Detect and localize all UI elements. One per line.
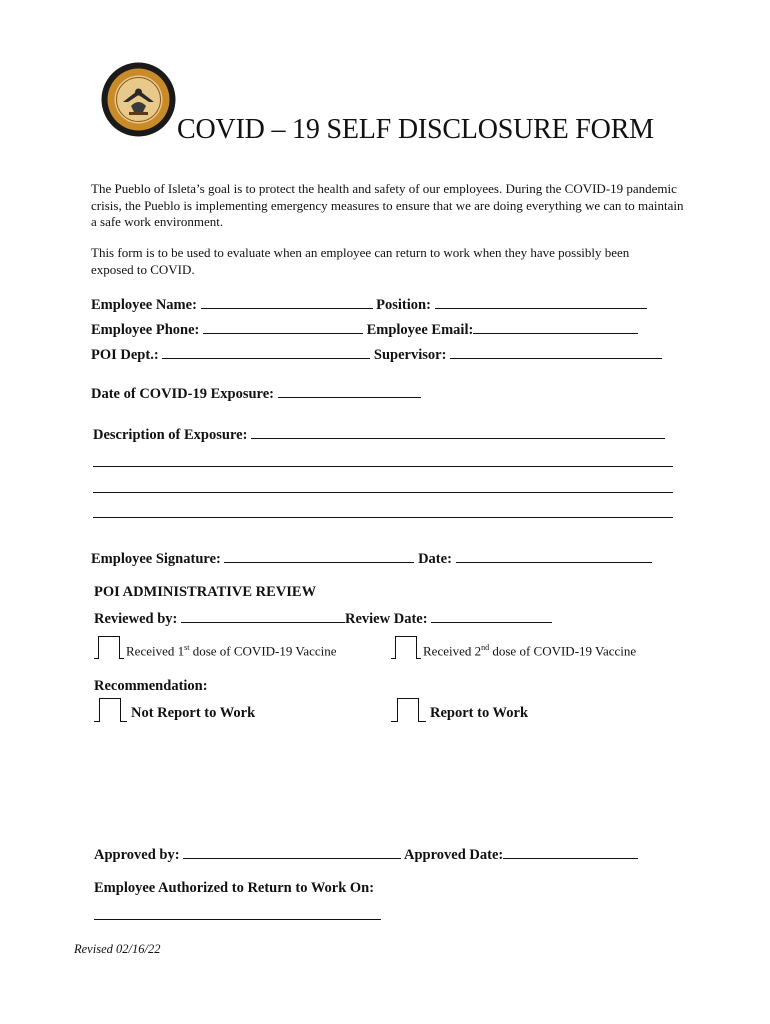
- exposure-date-field[interactable]: [278, 385, 421, 398]
- recommendation-label: Recommendation:: [94, 678, 208, 694]
- exposure-description-line-2[interactable]: [93, 466, 673, 467]
- revision-note: Revised 02/16/22: [74, 942, 161, 956]
- employee-name-row: [91, 296, 647, 314]
- purpose-paragraph: This form is to be used to evaluate when an employee can return to work when they have possibly been exposed to COVID.: [91, 245, 630, 277]
- supervisor-field[interactable]: [450, 346, 662, 359]
- signature-row: [91, 550, 652, 568]
- position-label: Position:: [376, 297, 431, 313]
- supervisor-label: Supervisor:: [373, 347, 447, 363]
- exposure-date-row: [91, 385, 421, 403]
- employee-contact-row: [91, 321, 638, 339]
- employee-phone-field[interactable]: [203, 321, 363, 334]
- exposure-description-line-4[interactable]: [93, 517, 673, 518]
- pueblo-seal-logo: [101, 62, 176, 137]
- exposure-description-line-3[interactable]: [93, 492, 673, 493]
- review-date-field[interactable]: [431, 610, 552, 623]
- employee-phone-label: Employee Phone:: [91, 322, 200, 338]
- intro-paragraph: The Pueblo of Isleta’s goal is to protect the health and safety of our employees. During the COVID-19 pandemic crisis, the Pueblo is implementing emergency measures to ensure that we are doing everything we can to maintain a safe work environment.: [91, 181, 684, 229]
- exposure-date-label: Date of COVID-19 Exposure:: [91, 386, 274, 402]
- approval-row: [94, 846, 638, 864]
- dose2-option: [391, 636, 636, 659]
- poi-dept-label: POI Dept.:: [91, 347, 159, 363]
- reviewed-by-label: Reviewed by:: [94, 611, 178, 627]
- approved-date-field[interactable]: [503, 846, 638, 859]
- authorized-return-field[interactable]: [94, 919, 381, 920]
- dose1-label: Received 1st dose of COVID-19 Vaccine: [126, 642, 337, 658]
- reviewed-by-field[interactable]: [181, 610, 345, 623]
- employee-signature-field[interactable]: [224, 550, 414, 563]
- employee-name-label: Employee Name:: [91, 297, 197, 313]
- not-report-option: [94, 698, 255, 722]
- exposure-description-row: [93, 426, 665, 444]
- approved-by-field[interactable]: [183, 846, 401, 859]
- dose1-option: [94, 636, 337, 659]
- not-report-label: Not Report to Work: [131, 705, 256, 721]
- not-report-checkbox[interactable]: [99, 698, 121, 722]
- employee-email-field[interactable]: [473, 321, 638, 334]
- dose1-checkbox[interactable]: [98, 636, 120, 659]
- exposure-description-label: Description of Exposure:: [93, 427, 248, 443]
- report-option: [391, 698, 528, 722]
- approved-by-label: Approved by:: [94, 847, 180, 863]
- dose2-label: Received 2nd dose of COVID-19 Vaccine: [423, 642, 637, 658]
- poi-dept-field[interactable]: [162, 346, 370, 359]
- authorized-return-label: Employee Authorized to Return to Work On:: [94, 880, 375, 896]
- exposure-description-field[interactable]: [251, 426, 665, 439]
- signature-date-label: Date:: [418, 551, 452, 567]
- employee-signature-label: Employee Signature:: [91, 551, 221, 567]
- department-row: [91, 346, 662, 364]
- review-date-label: Review Date:: [345, 611, 428, 627]
- employee-email-label: Employee Email:: [366, 322, 474, 338]
- report-checkbox[interactable]: [397, 698, 419, 722]
- admin-review-heading: POI ADMINISTRATIVE REVIEW: [94, 584, 317, 600]
- employee-name-field[interactable]: [201, 296, 373, 309]
- signature-date-field[interactable]: [456, 550, 652, 563]
- position-field[interactable]: [435, 296, 647, 309]
- report-label: Report to Work: [430, 705, 529, 721]
- reviewed-by-row: [94, 610, 552, 628]
- approved-date-label: Approved Date:: [404, 847, 504, 863]
- form-title: COVID – 19 SELF DISCLOSURE FORM: [177, 114, 654, 145]
- dose2-checkbox[interactable]: [395, 636, 417, 659]
